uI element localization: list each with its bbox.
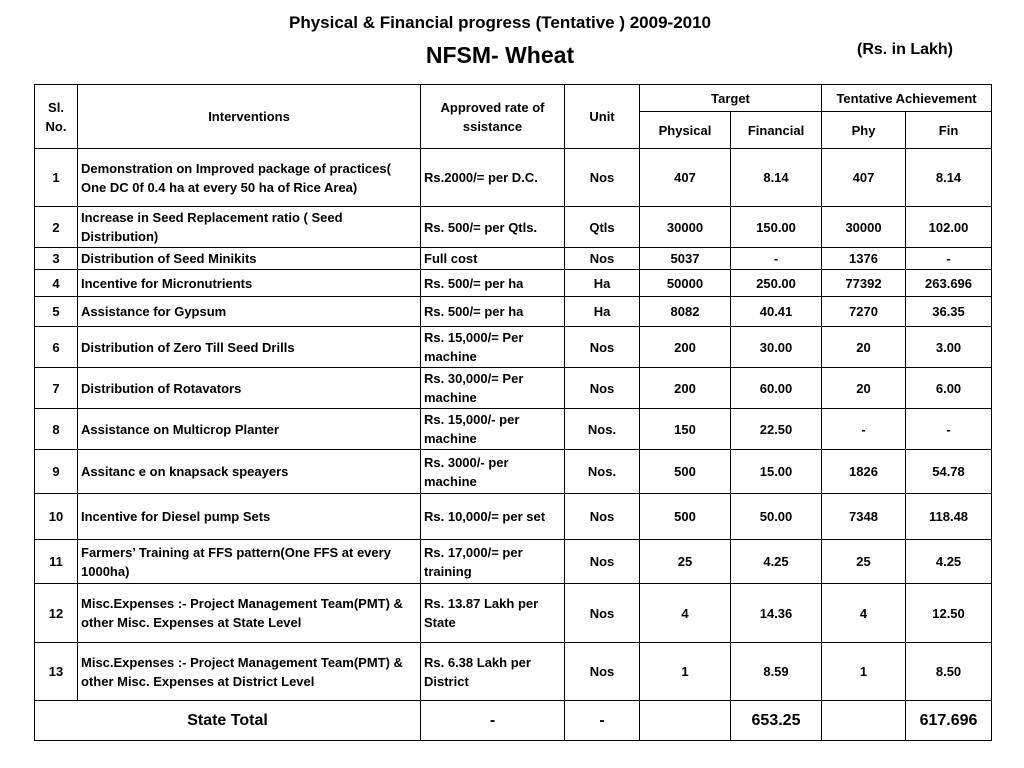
total-ach-fin: 617.696	[906, 701, 992, 741]
total-unit: -	[565, 701, 640, 741]
row-target-physical: 500	[640, 494, 731, 540]
row-sl: 1	[35, 149, 78, 207]
header-approved-rate: Approved rate of ssistance	[421, 85, 565, 149]
header-phy: Phy	[822, 112, 906, 149]
row-unit: Nos	[565, 540, 640, 584]
total-label: State Total	[35, 701, 421, 741]
header-interventions: Interventions	[78, 85, 421, 149]
total-row	[35, 701, 992, 741]
row-ach-fin: 118.48	[906, 494, 992, 540]
row-rate: Rs. 15,000/- per machine	[421, 409, 565, 450]
total-target-physical	[640, 701, 731, 741]
table-row	[35, 297, 992, 327]
row-intervention: Demonstration on Improved package of practices( One DC 0f 0.4 ha at every 50 ha of Rice Area)	[78, 149, 421, 207]
row-sl: 11	[35, 540, 78, 584]
row-ach-phy: 1826	[822, 450, 906, 494]
row-ach-fin: 102.00	[906, 207, 992, 248]
row-ach-phy: 30000	[822, 207, 906, 248]
row-sl: 10	[35, 494, 78, 540]
row-rate: Rs. 500/= per ha	[421, 270, 565, 297]
row-unit: Nos	[565, 248, 640, 270]
row-rate: Rs. 17,000/= per training	[421, 540, 565, 584]
header-sl-no: Sl. No.	[35, 85, 78, 149]
row-ach-fin: -	[906, 248, 992, 270]
row-ach-phy: 77392	[822, 270, 906, 297]
header-target: Target	[640, 85, 822, 112]
row-ach-fin: 6.00	[906, 368, 992, 409]
row-intervention: Misc.Expenses :- Project Management Team(PMT) & other Misc. Expenses at District Level	[78, 643, 421, 701]
row-rate: Rs. 500/= per Qtls.	[421, 207, 565, 248]
row-target-financial: 50.00	[731, 494, 822, 540]
row-target-financial: 8.59	[731, 643, 822, 701]
row-target-physical: 50000	[640, 270, 731, 297]
row-target-physical: 8082	[640, 297, 731, 327]
row-rate: Rs. 6.38 Lakh per District	[421, 643, 565, 701]
row-intervention: Distribution of Rotavators	[78, 368, 421, 409]
row-intervention: Farmers’ Training at FFS pattern(One FFS at every 1000ha)	[78, 540, 421, 584]
table-row	[35, 149, 992, 207]
row-rate: Full cost	[421, 248, 565, 270]
total-ach-phy	[822, 701, 906, 741]
row-unit: Qtls	[565, 207, 640, 248]
row-unit: Nos	[565, 494, 640, 540]
row-target-financial: 14.36	[731, 584, 822, 643]
row-target-financial: 15.00	[731, 450, 822, 494]
row-sl: 8	[35, 409, 78, 450]
row-intervention: Assistance for Gypsum	[78, 297, 421, 327]
header-physical: Physical	[640, 112, 731, 149]
row-target-financial: 40.41	[731, 297, 822, 327]
row-unit: Nos.	[565, 450, 640, 494]
table-row	[35, 450, 992, 494]
row-rate: Rs.2000/= per D.C.	[421, 149, 565, 207]
row-intervention: Incentive for Diesel pump Sets	[78, 494, 421, 540]
page-title: Physical & Financial progress (Tentative ) 2009-2010	[288, 13, 712, 32]
row-ach-phy: 407	[822, 149, 906, 207]
row-ach-fin: 54.78	[906, 450, 992, 494]
row-ach-fin: 3.00	[906, 327, 992, 368]
table-row	[35, 248, 992, 270]
units-note: (Rs. in Lakh)	[857, 41, 954, 58]
row-ach-phy: 4	[822, 584, 906, 643]
row-target-financial: 30.00	[731, 327, 822, 368]
total-target-financial: 653.25	[731, 701, 822, 741]
header-unit: Unit	[565, 85, 640, 149]
table-row	[35, 327, 992, 368]
row-rate: Rs. 3000/- per machine	[421, 450, 565, 494]
table-row	[35, 584, 992, 643]
row-target-financial: -	[731, 248, 822, 270]
page-subtitle: NFSM- Wheat	[425, 42, 575, 68]
row-ach-fin: -	[906, 409, 992, 450]
header-fin: Fin	[906, 112, 992, 149]
row-intervention: Assistance on Multicrop Planter	[78, 409, 421, 450]
row-target-financial: 4.25	[731, 540, 822, 584]
row-ach-fin: 12.50	[906, 584, 992, 643]
row-target-physical: 25	[640, 540, 731, 584]
progress-table	[34, 84, 992, 741]
row-unit: Ha	[565, 297, 640, 327]
row-unit: Ha	[565, 270, 640, 297]
row-intervention: Distribution of Zero Till Seed Drills	[78, 327, 421, 368]
row-target-physical: 4	[640, 584, 731, 643]
row-ach-phy: 1	[822, 643, 906, 701]
row-target-financial: 8.14	[731, 149, 822, 207]
row-sl: 5	[35, 297, 78, 327]
row-sl: 13	[35, 643, 78, 701]
row-rate: Rs. 500/= per ha	[421, 297, 565, 327]
row-ach-fin: 8.50	[906, 643, 992, 701]
row-ach-phy: 20	[822, 368, 906, 409]
row-intervention: Distribution of Seed Minikits	[78, 248, 421, 270]
table-row	[35, 409, 992, 450]
row-intervention: Increase in Seed Replacement ratio ( Seed Distribution)	[78, 207, 421, 248]
header-financial: Financial	[731, 112, 822, 149]
row-ach-fin: 36.35	[906, 297, 992, 327]
table-row	[35, 643, 992, 701]
row-unit: Nos	[565, 584, 640, 643]
row-ach-phy: 1376	[822, 248, 906, 270]
row-sl: 9	[35, 450, 78, 494]
row-unit: Nos	[565, 327, 640, 368]
row-unit: Nos	[565, 149, 640, 207]
row-sl: 6	[35, 327, 78, 368]
header-tentative-achievement: Tentative Achievement	[822, 85, 992, 112]
row-intervention: Assitanc e on knapsack speayers	[78, 450, 421, 494]
row-ach-phy: 25	[822, 540, 906, 584]
row-sl: 2	[35, 207, 78, 248]
row-target-physical: 30000	[640, 207, 731, 248]
row-sl: 12	[35, 584, 78, 643]
row-sl: 4	[35, 270, 78, 297]
row-sl: 7	[35, 368, 78, 409]
row-ach-fin: 8.14	[906, 149, 992, 207]
table-row	[35, 207, 992, 248]
row-unit: Nos.	[565, 409, 640, 450]
table-row	[35, 368, 992, 409]
row-target-physical: 150	[640, 409, 731, 450]
row-ach-phy: -	[822, 409, 906, 450]
row-target-physical: 200	[640, 368, 731, 409]
row-sl: 3	[35, 248, 78, 270]
row-target-physical: 1	[640, 643, 731, 701]
row-rate: Rs. 15,000/= Per machine	[421, 327, 565, 368]
table-row	[35, 540, 992, 584]
row-target-physical: 500	[640, 450, 731, 494]
total-rate: -	[421, 701, 565, 741]
row-rate: Rs. 13.87 Lakh per State	[421, 584, 565, 643]
row-unit: Nos	[565, 368, 640, 409]
table-row	[35, 494, 992, 540]
row-target-financial: 150.00	[731, 207, 822, 248]
row-rate: Rs. 30,000/= Per machine	[421, 368, 565, 409]
row-intervention: Incentive for Micronutrients	[78, 270, 421, 297]
row-target-financial: 22.50	[731, 409, 822, 450]
row-ach-phy: 7270	[822, 297, 906, 327]
row-target-financial: 60.00	[731, 368, 822, 409]
row-ach-fin: 4.25	[906, 540, 992, 584]
row-target-physical: 200	[640, 327, 731, 368]
row-target-physical: 5037	[640, 248, 731, 270]
row-ach-fin: 263.696	[906, 270, 992, 297]
row-rate: Rs. 10,000/= per set	[421, 494, 565, 540]
table-row	[35, 270, 992, 297]
row-target-financial: 250.00	[731, 270, 822, 297]
row-unit: Nos	[565, 643, 640, 701]
row-ach-phy: 20	[822, 327, 906, 368]
row-target-physical: 407	[640, 149, 731, 207]
row-intervention: Misc.Expenses :- Project Management Team(PMT) & other Misc. Expenses at State Level	[78, 584, 421, 643]
row-ach-phy: 7348	[822, 494, 906, 540]
